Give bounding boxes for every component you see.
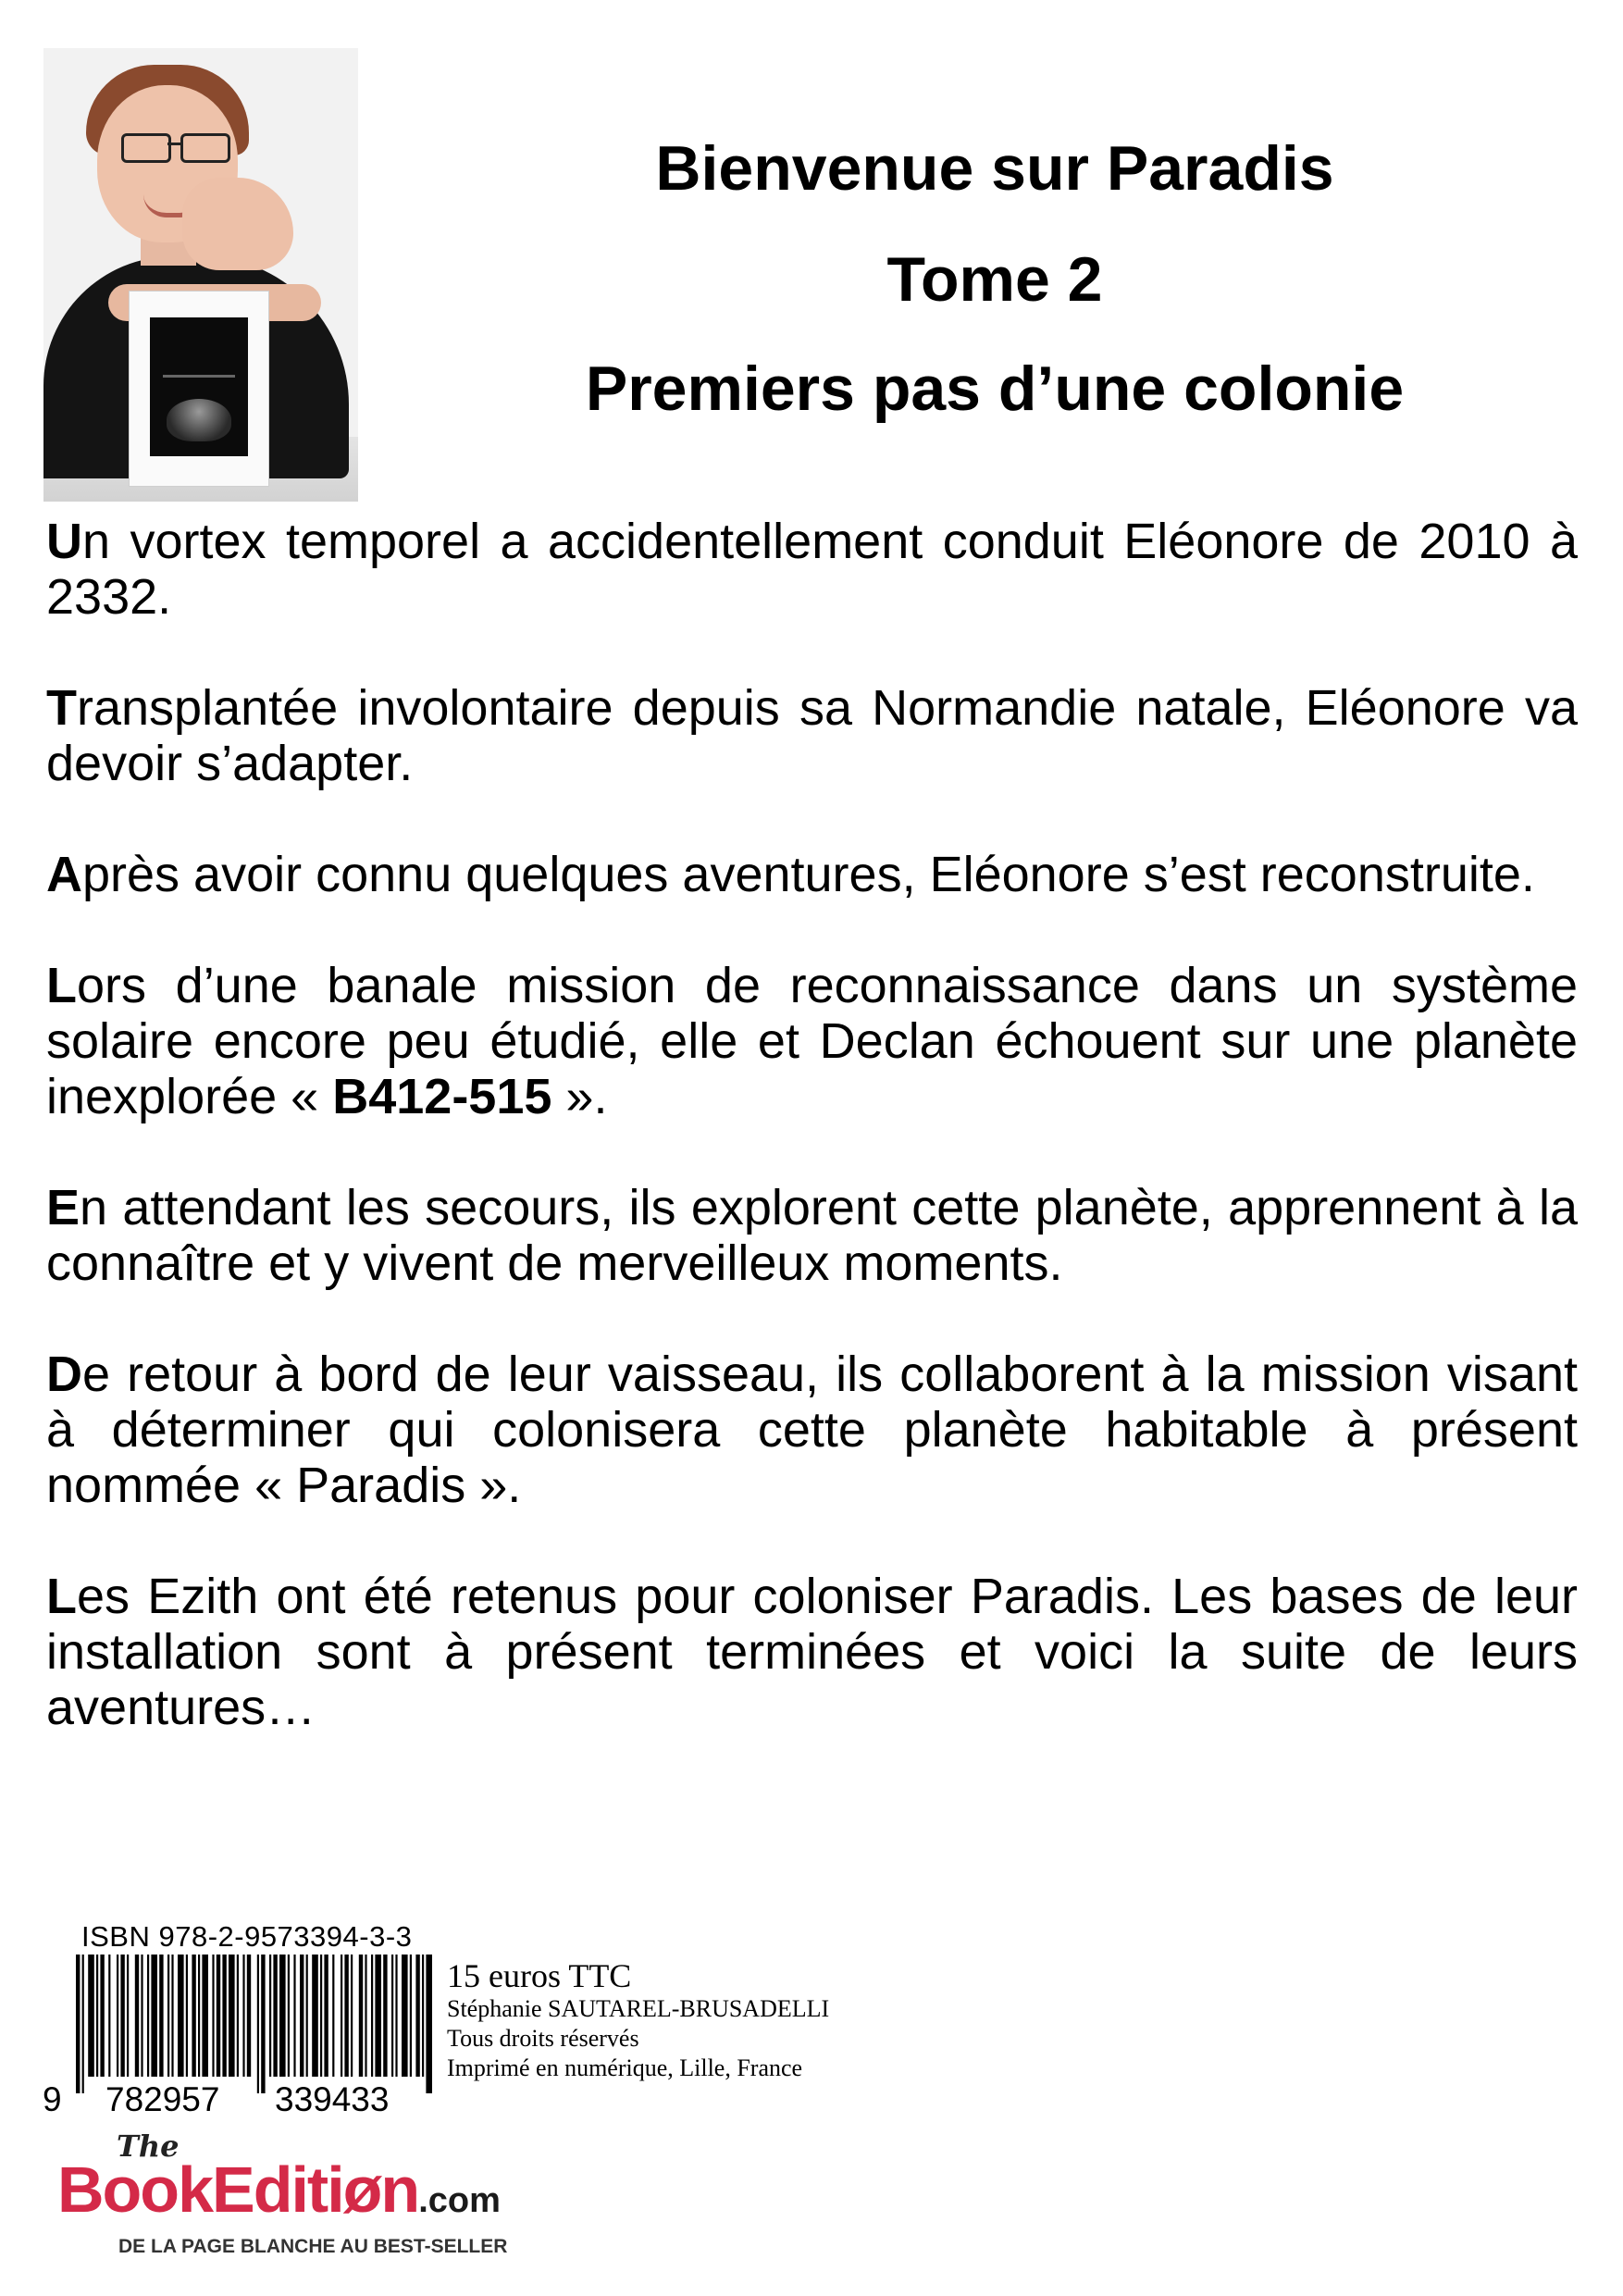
paragraph: Transplantée involontaire depuis sa Normandie natale, Eléonore va devoir s’adapter. — [46, 680, 1578, 791]
barcode-bar — [312, 1955, 318, 2077]
rights-notice: Tous droits réservés — [447, 2025, 639, 2052]
synopsis — [46, 514, 1578, 1791]
legal-info — [447, 1957, 829, 2083]
barcode-bar — [82, 1955, 84, 2093]
barcode-digits-right: 339433 — [271, 2080, 392, 2119]
barcode-bar — [135, 1955, 139, 2077]
paragraph: De retour à bord de leur vaisseau, ils collaborent à la mission visant à déterminer qui colonisera cette planète habitable à présent nommée « Paradis ». — [46, 1347, 1578, 1513]
isbn-number: ISBN 978-2-9573394-3-3 — [81, 1920, 413, 1953]
barcode-bar — [300, 1955, 304, 2077]
barcode-bar — [395, 1955, 397, 2077]
barcode-bar — [108, 1955, 110, 2077]
barcode-bar — [217, 1955, 220, 2077]
barcode-bar — [320, 1955, 322, 2077]
barcode-bar — [192, 1955, 195, 2077]
publisher-name: BookEditiøn.com — [57, 2153, 501, 2226]
barcode-digit-prefix: 9 — [43, 2080, 62, 2118]
barcode-bar — [391, 1955, 393, 2077]
barcode-bar — [100, 1955, 104, 2077]
barcode-bar — [324, 1955, 328, 2077]
paragraph: Les Ezith ont été retenus pour coloniser Paradis. Les bases de leur installation sont à présent terminées et voici la suite de leurs aventures… — [46, 1569, 1578, 1735]
barcode-bar — [141, 1955, 142, 2077]
author-photo — [43, 48, 358, 502]
barcode-bar — [288, 1955, 290, 2077]
paragraph: Un vortex temporel a accidentellement conduit Eléonore de 2010 à 2332. — [46, 514, 1578, 625]
publisher-tagline: DE LA PAGE BLANCHE AU BEST-SELLER — [118, 2236, 508, 2257]
barcode-bar — [293, 1955, 295, 2077]
barcode-bar — [426, 1955, 432, 2093]
planet-code: B412-515 — [332, 1069, 552, 1124]
barcode-bar — [229, 1955, 235, 2077]
barcode-bar — [171, 1955, 173, 2077]
barcode-bar — [76, 1955, 80, 2093]
paragraph: Lors d’une banale mission de reconnaissance dans un système solaire encore peu étudié, elle et Declan échouent sur une planète inexplorée « B412-515 ». — [46, 958, 1578, 1124]
barcode-bar — [344, 1955, 348, 2077]
barcode-bar — [96, 1955, 98, 2077]
barcode-bar — [127, 1955, 129, 2077]
volume-label: Tome 2 — [886, 244, 1103, 315]
barcode-bar — [151, 1955, 157, 2077]
paragraph: Après avoir connu quelques aventures, Eléonore s’est reconstruite. — [46, 847, 1535, 902]
book-title: Bienvenue sur Paradis — [655, 133, 1334, 204]
barcode-bar — [242, 1955, 244, 2077]
barcode-digits-left: 782957 — [102, 2080, 223, 2119]
barcode-bar — [167, 1955, 169, 2077]
paragraph: En attendant les secours, ils explorent cette planète, apprennent à la connaître et y vivent de merveilleux moments. — [46, 1180, 1578, 1291]
barcode-bar — [222, 1955, 226, 2077]
barcode-bar — [247, 1955, 251, 2077]
barcode-bar — [332, 1955, 334, 2077]
price: 15 euros TTC — [447, 1957, 632, 1994]
barcode-bar — [410, 1955, 412, 2077]
barcode-bar — [261, 1955, 265, 2093]
barcode-bar — [186, 1955, 188, 2077]
barcode-bar — [306, 1955, 308, 2077]
book-in-photo — [129, 291, 269, 487]
printing-notice: Imprimé en numérique, Lille, France — [447, 2054, 803, 2081]
feather-o-icon: ø — [342, 2153, 381, 2226]
barcode-bar — [351, 1955, 353, 2077]
barcode-bar — [371, 1955, 373, 2077]
barcode-bar — [117, 1955, 118, 2077]
book-subtitle: Premiers pas d’une colonie — [585, 354, 1405, 424]
barcode-bar — [237, 1955, 239, 2077]
barcode-bar — [212, 1955, 214, 2077]
barcode-bar — [198, 1955, 200, 2077]
barcode-bar — [415, 1955, 419, 2077]
author-name: Stéphanie SAUTAREL-BRUSADELLI — [447, 1995, 830, 2022]
barcode-bar — [147, 1955, 149, 2077]
barcode-bar — [178, 1955, 184, 2077]
barcode-bar — [159, 1955, 163, 2077]
barcode-bar — [269, 1955, 271, 2077]
barcode-bar — [365, 1955, 366, 2077]
barcode-bar — [341, 1955, 342, 2077]
isbn-barcode — [76, 1955, 437, 2093]
barcode-bar — [402, 1955, 408, 2077]
barcode-bar — [88, 1955, 94, 2077]
barcode-bar — [383, 1955, 387, 2077]
barcode-bar — [273, 1955, 277, 2077]
barcode-bar — [279, 1955, 286, 2077]
barcode-bar — [202, 1955, 208, 2077]
barcode-bar — [359, 1955, 363, 2077]
barcode-bar — [422, 1955, 424, 2077]
barcode-bar — [257, 1955, 259, 2093]
barcode-bar — [120, 1955, 124, 2077]
barcode-bar — [375, 1955, 381, 2077]
